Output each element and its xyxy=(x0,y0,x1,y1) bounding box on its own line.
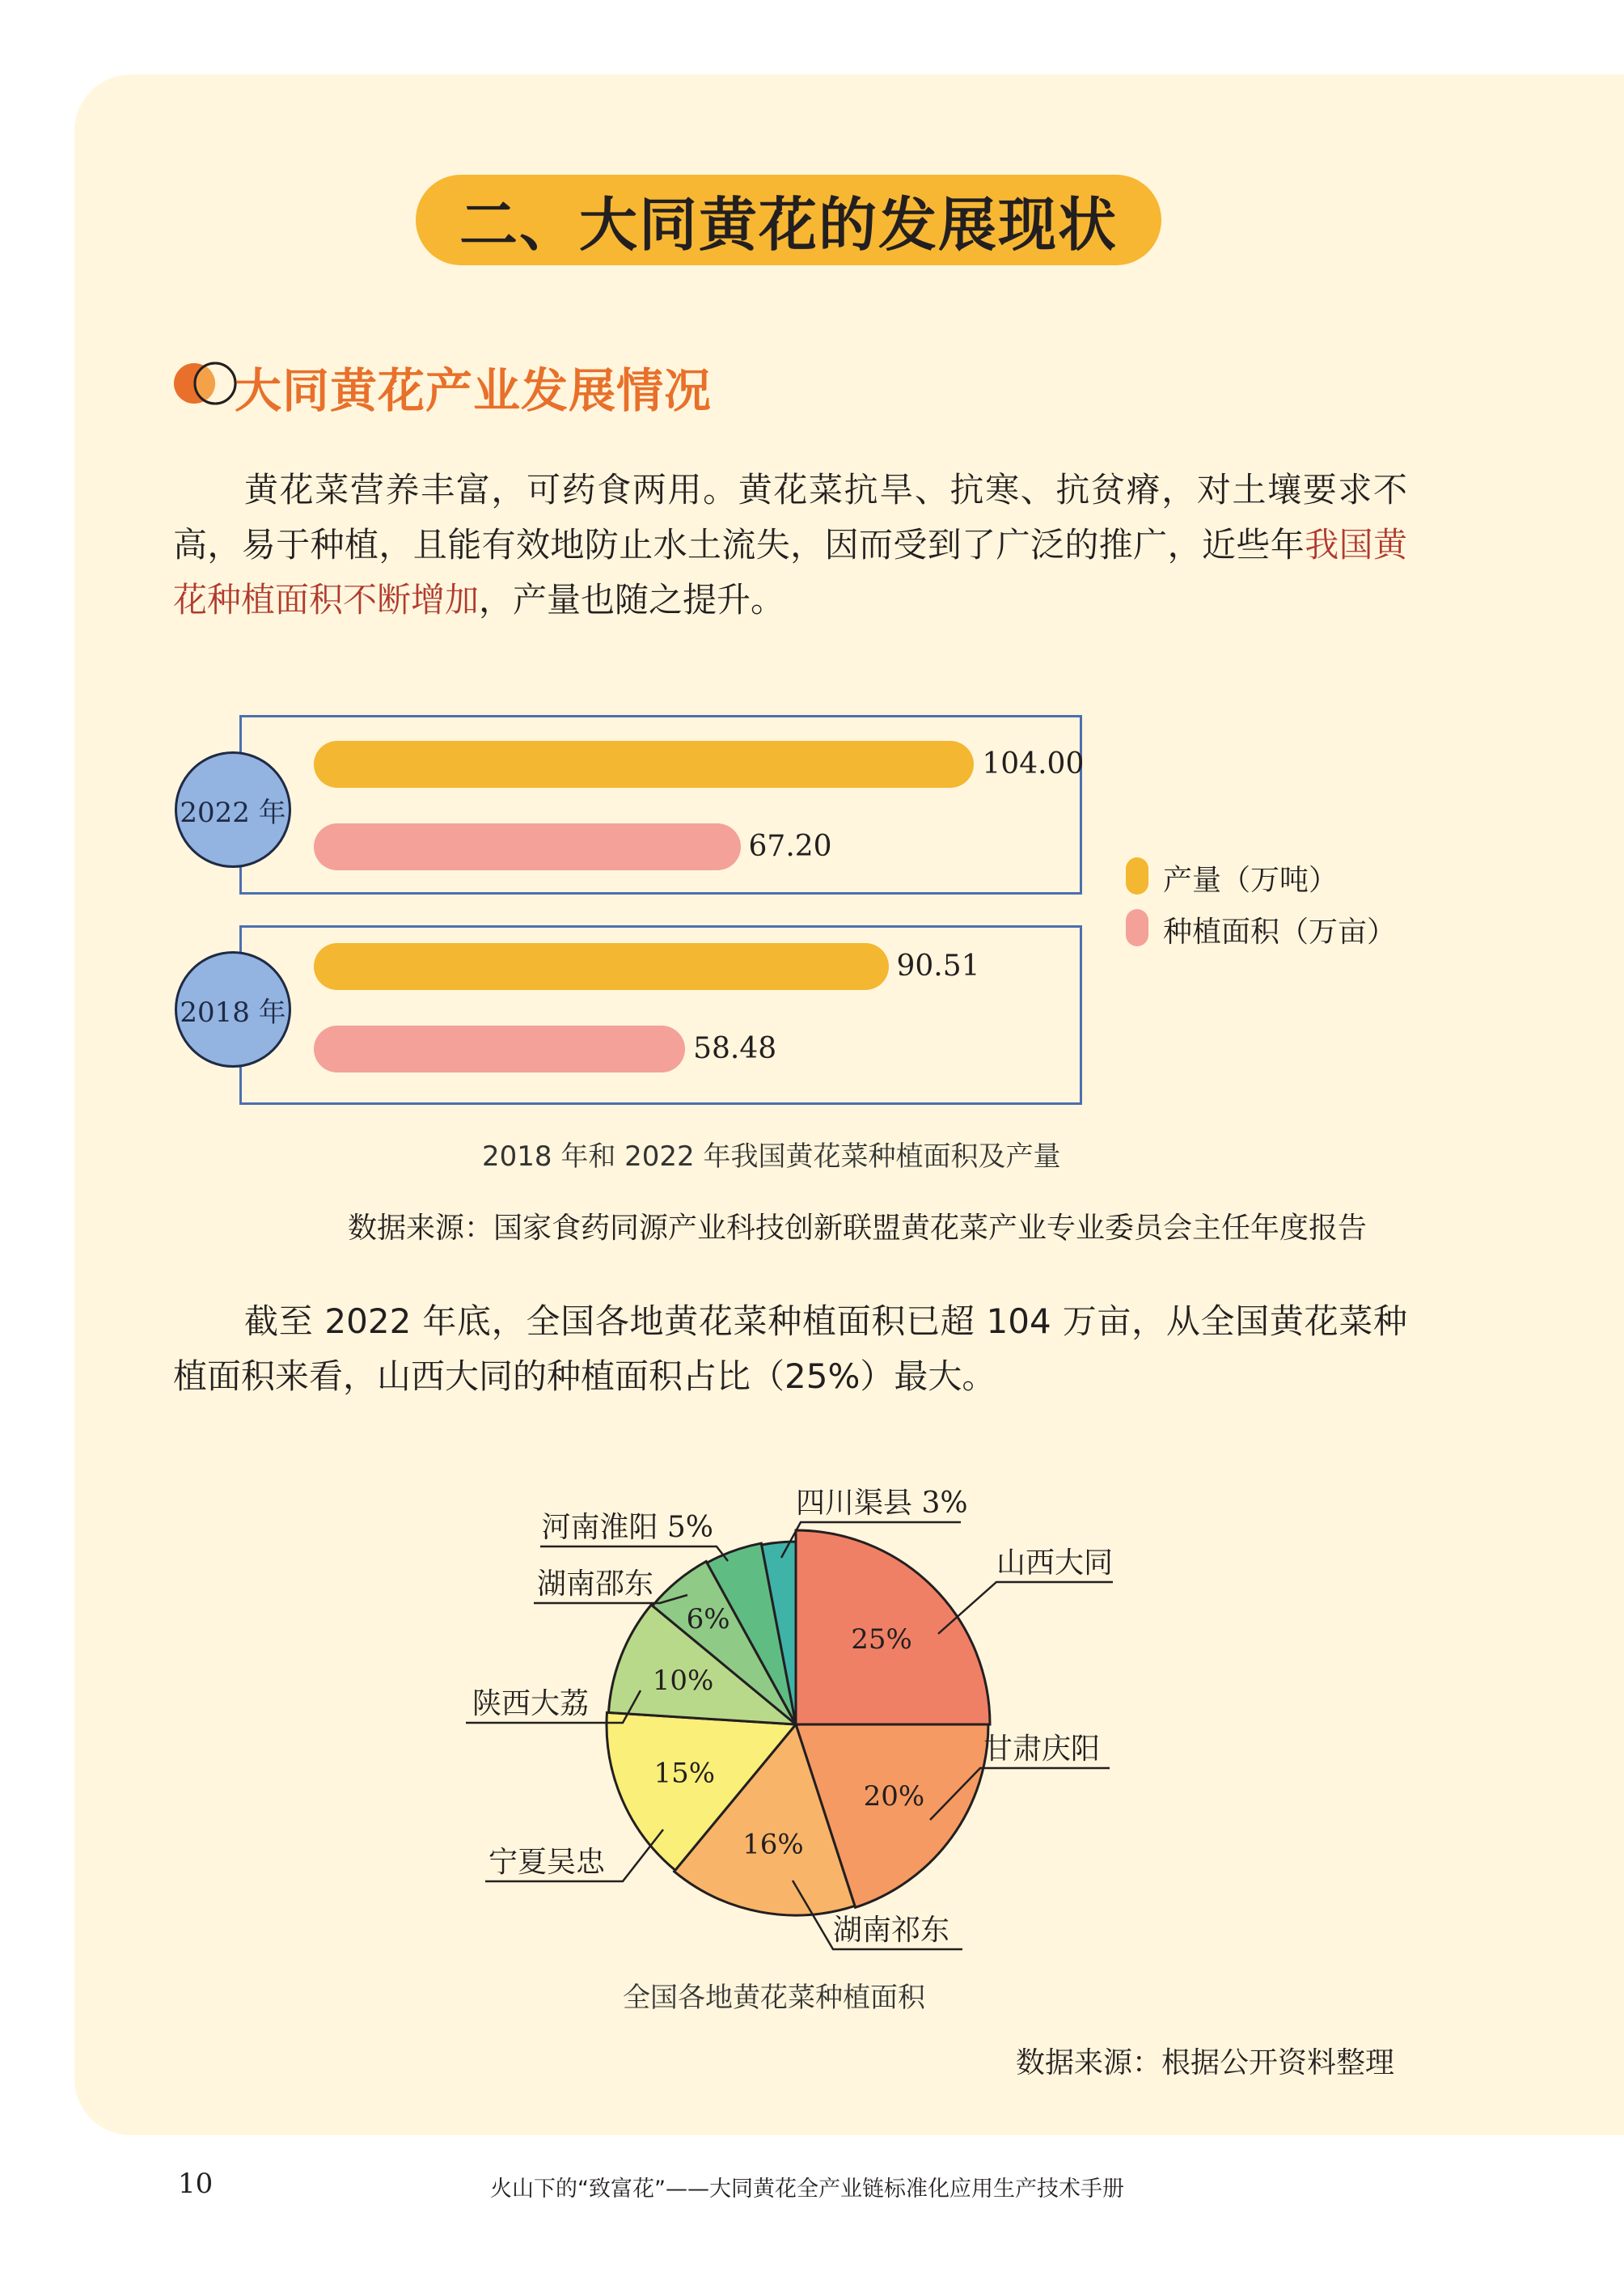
pie-percent-label: 10% xyxy=(652,1664,714,1697)
footer-book-title: 火山下的“致富花”——大同黄花全产业链标准化应用生产技术手册 xyxy=(490,2177,1124,2202)
summary-paragraph: 截至 2022 年底，全国各地黄花菜种植面积已超 104 万亩，从全国黄花菜种植面积来看，山西大同的种植面积占比（25%）最大。 xyxy=(173,1301,1407,1396)
pie-callout-label: 宁夏吴忠 xyxy=(488,1846,605,1879)
section-bullet-icon xyxy=(171,361,239,406)
bar-value-2022-area: 67.20 xyxy=(748,830,832,863)
bar-2022-production xyxy=(314,741,974,788)
page-number: 10 xyxy=(178,2168,214,2200)
bar-value-2018-production: 90.51 xyxy=(896,950,980,983)
pie-percent-label: 25% xyxy=(851,1622,912,1656)
bar-chart-caption: 2018 年和 2022 年我国黄花菜种植面积及产量 xyxy=(482,1140,1061,1173)
pie-callout-label: 甘肃庆阳 xyxy=(983,1732,1101,1766)
bar-value-2022-production: 104.00 xyxy=(982,747,1085,781)
pie-chart-source: 数据来源：根据公开资料整理 xyxy=(1016,2046,1395,2079)
year-label-2018: 2018 年 xyxy=(175,951,291,1068)
pie-percent-label: 15% xyxy=(653,1757,716,1790)
section-title: 大同黄花产业发展情况 xyxy=(235,363,713,418)
pie-leader-line xyxy=(540,1546,728,1561)
bar-2022-area xyxy=(314,823,741,870)
legend-label-production: 产量（万吨） xyxy=(1163,864,1339,897)
bar-chart-source: 数据来源：国家食药同源产业科技创新联盟黄花菜产业专业委员会主任年度报告 xyxy=(348,1212,1368,1245)
pie-callout-label: 湖南邵东 xyxy=(536,1567,653,1601)
pie-percent-label: 16% xyxy=(742,1828,804,1861)
intro-text: 黄花菜营养丰富，可药食两用。黄花菜抗旱、抗寒、抗贫瘠，对土壤要求不高，易于种植，且能有效地防止水土流失，因而受到了广泛的推广，近些年 xyxy=(173,470,1407,565)
intro-highlight: 我国黄花种植面积不断增加 xyxy=(173,525,1407,620)
intro-text-end: ，产量也随之提升。 xyxy=(479,580,785,620)
pie-percent-label: 6% xyxy=(686,1603,730,1636)
bar-2018-production xyxy=(314,943,889,990)
pie-callout-label: 湖南祁东 xyxy=(833,1914,950,1947)
pie-chart-caption: 全国各地黄花菜种植面积 xyxy=(623,1982,925,2014)
legend-swatch-area xyxy=(1126,909,1148,946)
legend-label-area: 种植面积（万亩） xyxy=(1163,916,1397,949)
pie-callout-label: 山西大同 xyxy=(996,1546,1114,1580)
pie-chart xyxy=(404,1440,1213,1990)
pie-callout-label: 陕西大荔 xyxy=(472,1687,589,1720)
legend-swatch-production xyxy=(1126,857,1148,895)
pie-callout-label: 河南淮阳 5% xyxy=(541,1511,713,1544)
year-label-2022: 2022 年 xyxy=(175,751,291,868)
bar-value-2018-area: 58.48 xyxy=(693,1032,777,1065)
page-title: 二、大同黄花的发展现状 xyxy=(416,175,1161,265)
pie-percent-label: 20% xyxy=(863,1780,925,1813)
intro-paragraph xyxy=(173,463,1407,628)
pie-callout-label: 四川渠县 3% xyxy=(796,1487,968,1520)
bar-2018-area xyxy=(314,1026,685,1072)
